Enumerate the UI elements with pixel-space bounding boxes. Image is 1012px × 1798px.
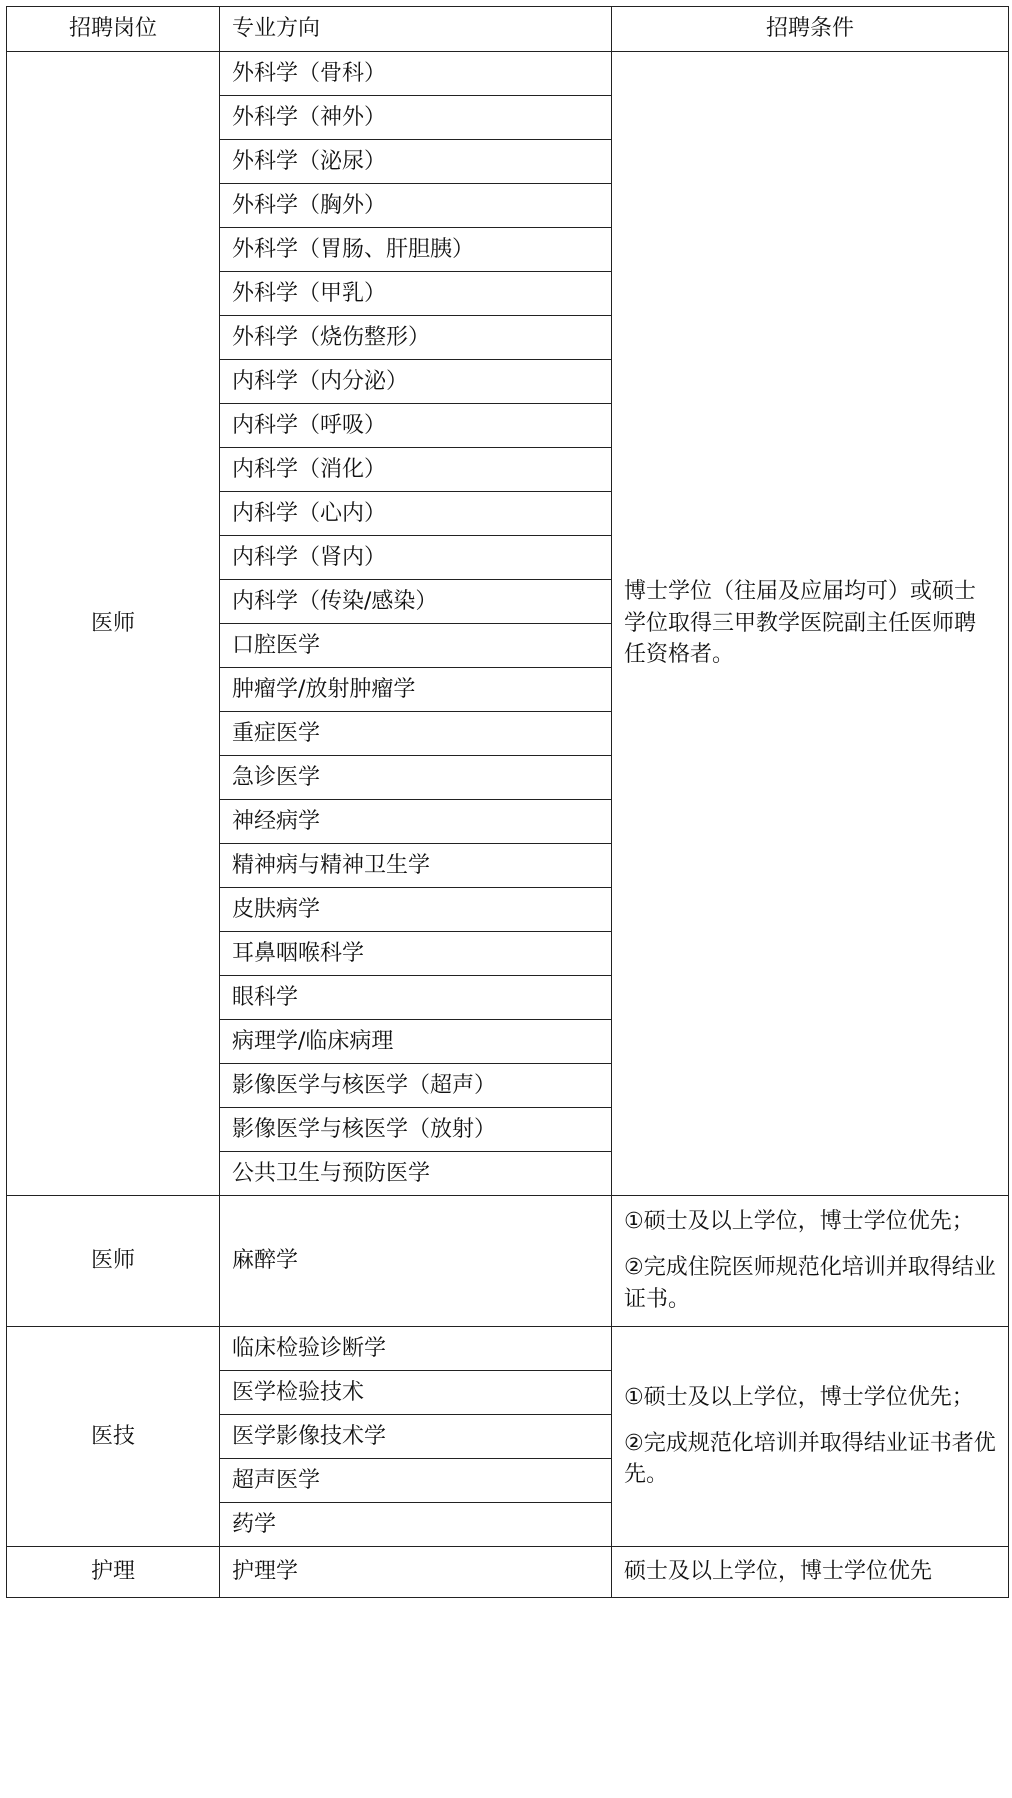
major-cell: 内科学（肾内）	[220, 536, 612, 580]
major-cell: 外科学（泌尿）	[220, 140, 612, 184]
major-cell: 精神病与精神卫生学	[220, 844, 612, 888]
major-cell: 肿瘤学/放射肿瘤学	[220, 668, 612, 712]
major-cell: 外科学（甲乳）	[220, 272, 612, 316]
major-cell: 外科学（神外）	[220, 96, 612, 140]
condition-cell-anesthesia	[612, 1196, 1009, 1327]
major-cell: 病理学/临床病理	[220, 1020, 612, 1064]
condition-text: ①硕士及以上学位，博士学位优先；	[624, 1209, 974, 1235]
major-cell: 内科学（传染/感染）	[220, 580, 612, 624]
condition-text: ②完成规范化培训并取得结业证书者优先。	[624, 1430, 996, 1488]
condition-cell-physician	[612, 52, 1009, 1196]
table-header-row	[7, 7, 1009, 52]
post-cell-nursing: 护理	[7, 1547, 220, 1598]
condition-cell-technician	[612, 1327, 1009, 1547]
table-row	[7, 1196, 1009, 1327]
major-cell: 重症医学	[220, 712, 612, 756]
condition-text: ②完成住院医师规范化培训并取得结业证书。	[624, 1255, 996, 1312]
major-cell: 临床检验诊断学	[220, 1327, 612, 1371]
major-cell: 护理学	[220, 1547, 612, 1598]
major-cell: 内科学（心内）	[220, 492, 612, 536]
major-cell: 外科学（胃肠、肝胆胰）	[220, 228, 612, 272]
major-cell: 超声医学	[220, 1459, 612, 1503]
recruitment-table	[6, 6, 1009, 1598]
major-cell: 眼科学	[220, 976, 612, 1020]
post-cell-anesthesia: 医师	[7, 1196, 220, 1327]
post-cell-physician: 医师	[7, 52, 220, 1196]
major-cell: 内科学（内分泌）	[220, 360, 612, 404]
major-cell: 急诊医学	[220, 756, 612, 800]
header-post: 招聘岗位	[7, 7, 220, 52]
major-cell: 外科学（烧伤整形）	[220, 316, 612, 360]
table-row	[7, 1547, 1009, 1598]
header-major: 专业方向	[220, 7, 612, 52]
major-cell: 药学	[220, 1503, 612, 1547]
major-cell: 内科学（呼吸）	[220, 404, 612, 448]
major-cell: 麻醉学	[220, 1196, 612, 1327]
header-condition: 招聘条件	[612, 7, 1009, 52]
major-cell: 神经病学	[220, 800, 612, 844]
major-cell: 皮肤病学	[220, 888, 612, 932]
major-cell: 内科学（消化）	[220, 448, 612, 492]
condition-text: 硕士及以上学位，博士学位优先	[624, 1559, 933, 1585]
major-cell: 口腔医学	[220, 624, 612, 668]
major-cell: 医学影像技术学	[220, 1415, 612, 1459]
condition-text: 博士学位（往届及应届均可）或硕士学位取得三甲教学医院副主任医师聘任资格者。	[624, 578, 977, 668]
major-cell: 公共卫生与预防医学	[220, 1152, 612, 1196]
table-row	[7, 52, 1009, 96]
condition-text: ①硕士及以上学位，博士学位优先；	[624, 1384, 974, 1410]
major-cell: 医学检验技术	[220, 1371, 612, 1415]
major-cell: 影像医学与核医学（超声）	[220, 1064, 612, 1108]
major-cell: 外科学（胸外）	[220, 184, 612, 228]
table-row	[7, 1327, 1009, 1371]
condition-cell-nursing	[612, 1547, 1009, 1598]
major-cell: 耳鼻咽喉科学	[220, 932, 612, 976]
major-cell: 影像医学与核医学（放射）	[220, 1108, 612, 1152]
major-cell: 外科学（骨科）	[220, 52, 612, 96]
post-cell-technician: 医技	[7, 1327, 220, 1547]
